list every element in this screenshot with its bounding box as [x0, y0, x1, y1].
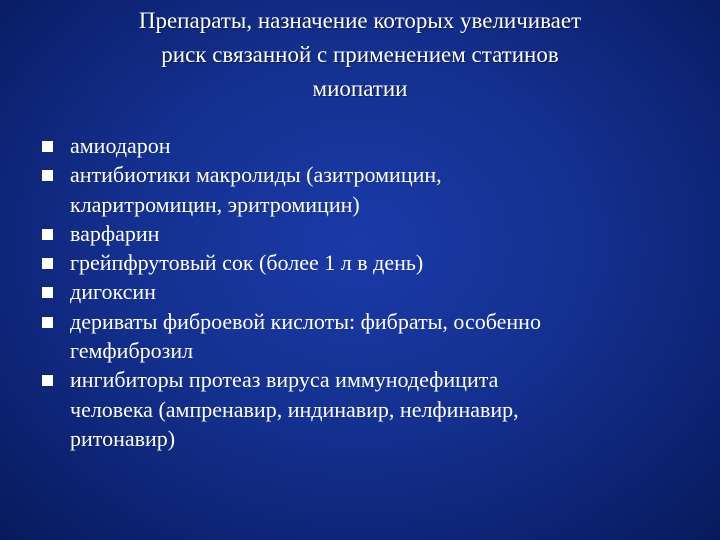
slide-title-line: миопатии: [312, 76, 408, 101]
list-item-text: гемфиброзил: [70, 338, 194, 364]
slide-title-line: риск связанной с применением статинов: [161, 42, 559, 67]
bullet-list: [40, 131, 680, 453]
square-bullet-icon: [42, 170, 53, 181]
list-item: [40, 365, 680, 453]
list-item: [40, 307, 680, 366]
square-bullet-icon: [42, 229, 53, 240]
list-item: [40, 131, 680, 160]
list-item: [40, 219, 680, 248]
list-item-text: амиодарон: [70, 133, 171, 158]
list-item-text: дериваты фиброевой кислоты: фибраты, особенно: [70, 308, 541, 334]
list-item-text: человека (ампренавир, индинавир, нелфинавир,: [70, 396, 519, 422]
list-item-text: кларитромицин, эритромицин): [70, 191, 360, 217]
slide-title: [60, 4, 660, 106]
list-item-text: варфарин: [70, 220, 160, 246]
square-bullet-icon: [42, 375, 53, 386]
list-item-text: дигоксин: [70, 279, 156, 305]
list-item-text: ритонавир): [70, 425, 176, 451]
list-item-text: антибиотики макролиды (азитромицин,: [70, 162, 442, 188]
square-bullet-icon: [42, 317, 53, 328]
list-item: [40, 160, 680, 219]
square-bullet-icon: [42, 258, 53, 269]
list-item: [40, 248, 680, 277]
slide-title-line: Препараты, назначение которых увеличивает: [138, 8, 582, 33]
list-item-text: грейпфрутовый сок (более 1 л в день): [70, 250, 424, 276]
list-item: [40, 277, 680, 306]
list-item-text: ингибиторы протеаз вируса иммунодефицита: [70, 367, 499, 393]
square-bullet-icon: [42, 141, 53, 152]
square-bullet-icon: [42, 287, 53, 298]
